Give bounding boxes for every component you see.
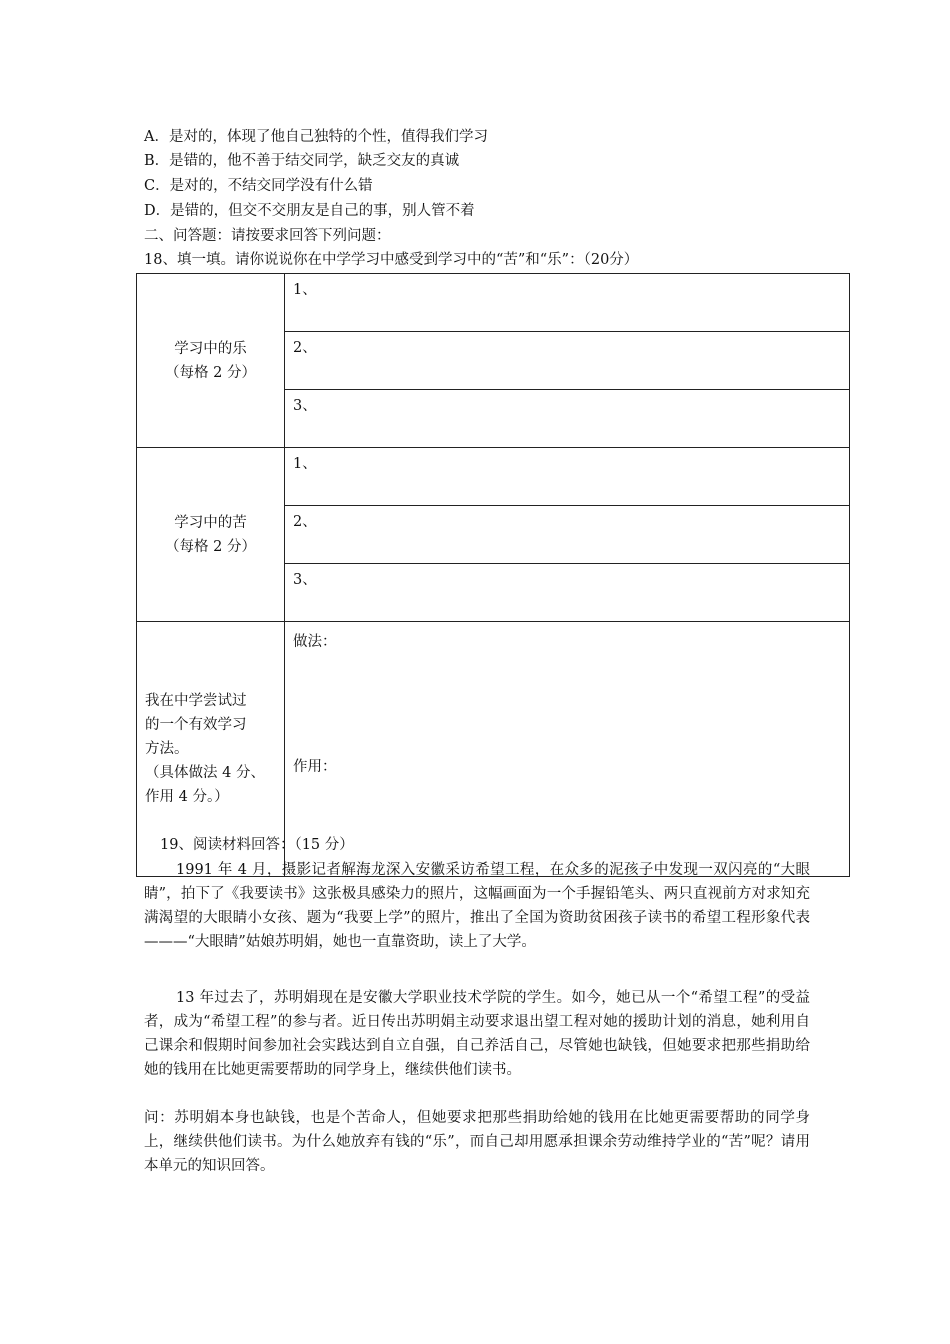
method-label-line-3: 方法。	[145, 741, 189, 757]
method-answer-cell[interactable]	[285, 622, 850, 877]
question-19-ask: 问：苏明娟本身也缺钱，也是个苦命人，但她要求把那些捐助给她的钱用在比她更需要帮助的同学身上，继续供他们读书。为什么她放弃有钱的“乐”，而自己却用愿承担课余劳动维持学业的“苦”呢？请用本单元的知识回答。	[144, 1110, 810, 1174]
bitter-item-1-label: 1、	[293, 456, 317, 472]
joy-score: （每格 2 分）	[165, 364, 256, 381]
joy-item-3-label: 3、	[293, 398, 317, 414]
bitter-title: 学习中的苦	[174, 514, 247, 531]
joy-label-cell	[137, 274, 285, 448]
option-a: A．是对的，体现了他自己独特的个性，值得我们学习	[144, 129, 488, 145]
bitter-answer-2[interactable]	[285, 506, 850, 564]
option-d: D．是错的，但交不交朋友是自己的事，别人管不着	[144, 203, 475, 219]
joy-answer-3[interactable]	[285, 390, 850, 448]
method-how-label: 做法：	[293, 634, 337, 650]
reading-paragraph-2: 13 年过去了，苏明娟现在是安徽大学职业技术学院的学生。如今，她已从一个“希望工程”的受益者，成为“希望工程”的参与者。近日传出苏明娟主动要求退出望工程对她的援助计划的消息，她利用自己课余和假期时间参加社会实践达到自立自强，自己养活自己，尽管她也缺钱，但她要求把那些捐助给她的钱用在比她更需要帮助的同学身上，继续供他们读书。	[144, 990, 810, 1078]
joy-answer-1[interactable]	[285, 274, 850, 332]
option-c: C．是对的，不结交同学没有什么错	[144, 178, 373, 194]
bitter-item-2-label: 2、	[293, 514, 317, 530]
answer-table	[136, 273, 850, 877]
method-label-line-4: （具体做法 4 分、	[145, 765, 265, 781]
bitter-score: （每格 2 分）	[165, 538, 256, 555]
question-19-prompt: 19、阅读材料回答：（15 分）	[160, 837, 354, 853]
reading-paragraph-1: 1991 年 4 月，摄影记者解海龙深入安徽采访希望工程，在众多的泥孩子中发现一双闪亮的“大眼睛”，拍下了《我要读书》这张极具感染力的照片，这幅画面为一个手握铅笔头、两只直视前方对求知充满渴望的大眼睛小女孩、题为“我要上学”的照片，推出了全国为资助贫困孩子读书的希望工程形象代表———“大眼睛”姑娘苏明娟，她也一直靠资助，读上了大学。	[144, 862, 810, 950]
method-label-line-1: 我在中学尝试过	[145, 693, 247, 709]
bitter-answer-1[interactable]	[285, 448, 850, 506]
method-effect-label: 作用：	[293, 759, 337, 775]
option-b: B．是错的，他不善于结交同学，缺乏交友的真诚	[144, 153, 460, 169]
joy-item-1-label: 1、	[293, 282, 317, 298]
question-18-prompt: 18、填一填。请你说说你在中学学习中感受到学习中的“苦”和“乐”：（20分）	[144, 252, 639, 268]
section-heading: 二、问答题：请按要求回答下列问题：	[144, 228, 391, 244]
bitter-item-3-label: 3、	[293, 572, 317, 588]
method-label-line-5: 作用 4 分。）	[145, 789, 229, 805]
joy-item-2-label: 2、	[293, 340, 317, 356]
joy-answer-2[interactable]	[285, 332, 850, 390]
bitter-label-cell	[137, 448, 285, 622]
bitter-answer-3[interactable]	[285, 564, 850, 622]
method-label-line-2: 的一个有效学习	[145, 717, 247, 733]
joy-title: 学习中的乐	[174, 340, 247, 357]
